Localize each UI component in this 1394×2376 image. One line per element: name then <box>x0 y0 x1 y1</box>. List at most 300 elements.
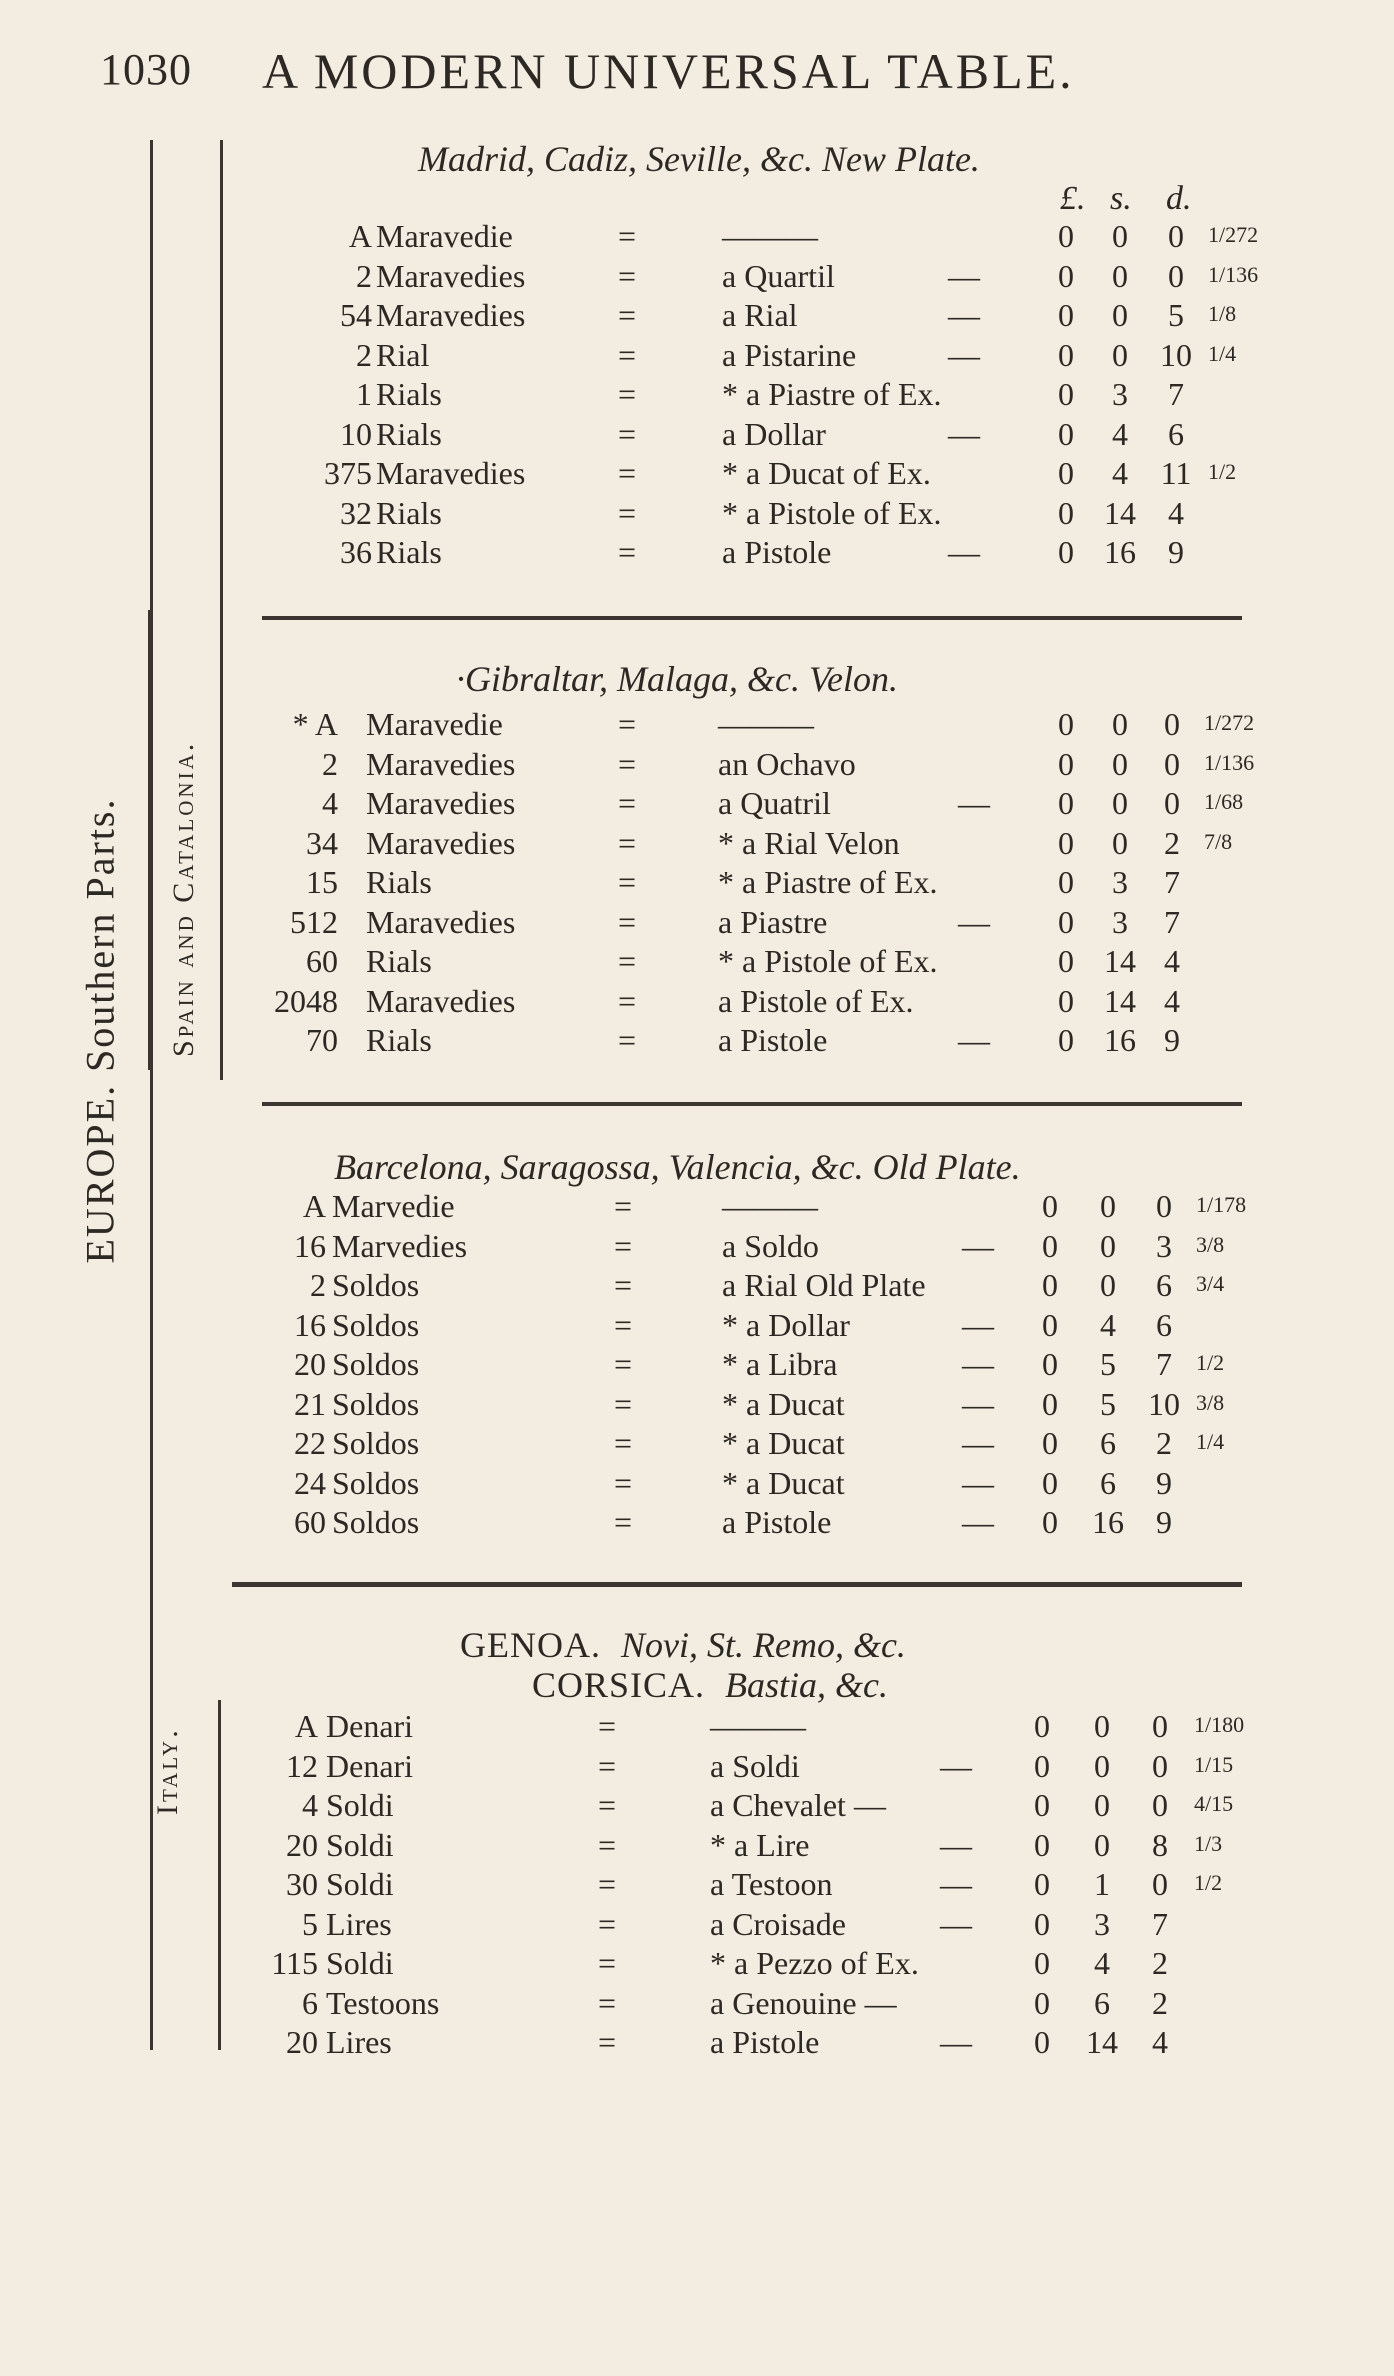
pence-value: 7 <box>1168 376 1184 412</box>
page-number: 1030 <box>100 45 192 94</box>
shillings-value: 0 <box>1112 785 1128 821</box>
pence-fraction: 1/272 <box>1208 222 1259 247</box>
quantity: 2 <box>356 257 372 294</box>
equals-sign: = <box>614 1227 633 1264</box>
pence-value: 0 <box>1168 218 1184 254</box>
table-row <box>0 1985 1394 2024</box>
pounds-value: 0 <box>1034 1984 1050 2021</box>
unit-name: Soldos <box>332 1504 420 1540</box>
quantity: 32 <box>340 494 372 531</box>
shillings-value: 4 <box>1112 455 1128 491</box>
shillings-value: 4 <box>1112 415 1128 452</box>
shillings-value: 0 <box>1112 218 1128 254</box>
shillings-value: 4 <box>1100 1306 1116 1343</box>
equivalent-coin: a Pistole of Ex. <box>718 982 914 1019</box>
leader-dash: — <box>948 415 980 452</box>
table-row <box>0 1188 1394 1227</box>
pence-fraction: 3/4 <box>1196 1271 1225 1296</box>
quantity: 5 <box>302 1905 318 1942</box>
table-row <box>0 1022 1394 1061</box>
table-row <box>0 455 1394 494</box>
quantity: 30 <box>286 1866 318 1902</box>
pence-value: 6 <box>1156 1267 1172 1303</box>
section-divider <box>262 1102 1242 1106</box>
equals-sign: = <box>614 1425 633 1461</box>
table-row <box>0 1708 1394 1747</box>
unit-name: Lires <box>326 2024 392 2060</box>
pence-value: 9 <box>1168 534 1184 570</box>
leader-dash: — <box>962 1425 994 1461</box>
pounds-value: 0 <box>1034 1708 1050 1744</box>
shillings-value: 0 <box>1100 1267 1116 1303</box>
shillings-value: 5 <box>1100 1385 1116 1422</box>
table-row <box>0 1866 1394 1905</box>
pence-value: 0 <box>1164 745 1180 782</box>
equals-sign: = <box>618 494 637 531</box>
pence-fraction: 1/2 <box>1194 1870 1223 1895</box>
pence-value: 4 <box>1168 494 1184 531</box>
quantity: A <box>348 218 372 254</box>
table-row <box>0 1346 1394 1385</box>
pence-fraction: 1/180 <box>1194 1712 1245 1737</box>
quantity: 6 <box>302 1984 318 2021</box>
equivalent-coin: * a Libra <box>722 1346 838 1382</box>
unit-name: Rials <box>376 415 442 452</box>
equals-sign: = <box>598 1866 617 1902</box>
pence-value: 9 <box>1156 1504 1172 1540</box>
pence-value: 8 <box>1152 1826 1168 1863</box>
quantity: 4 <box>322 785 338 821</box>
quantity: 60 <box>306 943 338 979</box>
pounds-value: 0 <box>1058 376 1074 412</box>
quantity: 15 <box>306 864 338 900</box>
section-divider <box>232 1582 1242 1587</box>
shillings-value: 14 <box>1104 982 1136 1019</box>
leader-dash: — <box>940 1826 972 1863</box>
pence-value: 2 <box>1156 1425 1172 1461</box>
equals-sign: = <box>598 1826 617 1863</box>
leader-dash: — <box>948 336 980 373</box>
equivalent-coin: * a Piastre of Ex. <box>718 864 938 900</box>
equivalent-coin: a Dollar <box>722 415 826 452</box>
pence-value: 7 <box>1164 903 1180 940</box>
shillings-value: 0 <box>1112 824 1128 861</box>
quantity: A <box>294 1708 318 1744</box>
table-row <box>0 1787 1394 1826</box>
unit-name: Maravedies <box>376 455 526 491</box>
shillings-value: 0 <box>1112 257 1128 294</box>
unit-name: Maravedies <box>366 824 516 861</box>
shillings-value: 14 <box>1104 943 1136 979</box>
pence-value: 4 <box>1164 982 1180 1019</box>
leader-dash: — <box>958 1022 990 1058</box>
pounds-value: 0 <box>1042 1385 1058 1422</box>
genoa-heading-places: Novi, St. Remo, &c. <box>620 1625 906 1665</box>
unit-name: Maravedie <box>376 218 513 254</box>
pounds-value: 0 <box>1058 257 1074 294</box>
shillings-value: 6 <box>1100 1464 1116 1501</box>
equivalent-coin: * a Rial Velon <box>718 824 900 861</box>
shillings-value: 3 <box>1112 903 1128 940</box>
spain-label: Spain and Catalonia. <box>167 740 200 1057</box>
pence-value: 11 <box>1160 455 1192 491</box>
pounds-value: 0 <box>1034 1905 1050 1942</box>
shillings-value: 3 <box>1112 376 1128 412</box>
pounds-value: 0 <box>1058 1022 1074 1058</box>
equals-sign: = <box>614 1346 633 1382</box>
shillings-value: 0 <box>1094 1787 1110 1823</box>
unit-name: Marvedie <box>332 1188 455 1224</box>
shillings-value: 14 <box>1086 2024 1118 2060</box>
shillings-value: 0 <box>1094 1826 1110 1863</box>
quantity: 20 <box>286 1826 318 1863</box>
quantity: 115 <box>271 1945 318 1981</box>
equivalent-coin: a Piastre <box>718 903 828 940</box>
table-row <box>0 1906 1394 1945</box>
pence-value: 10 <box>1160 336 1192 373</box>
table-row <box>0 706 1394 745</box>
equivalent-coin: an Ochavo <box>718 745 856 782</box>
leader-dash: — <box>940 1866 972 1902</box>
unit-name: Maravedies <box>366 982 516 1019</box>
equals-sign: = <box>614 1267 633 1303</box>
unit-name: Rials <box>366 943 432 979</box>
unit-name: Soldos <box>332 1267 420 1303</box>
shillings-value: 0 <box>1094 1747 1110 1784</box>
shillings-value: 16 <box>1104 1022 1136 1058</box>
unit-name: Denari <box>326 1708 414 1744</box>
quantity: A <box>302 1188 326 1224</box>
pence-value: 0 <box>1152 1747 1168 1784</box>
unit-name: Rials <box>366 1022 432 1058</box>
pounds-value: 0 <box>1058 903 1074 940</box>
shillings-value: 14 <box>1104 494 1136 531</box>
pence-fraction: 7/8 <box>1204 828 1233 854</box>
leader-dash: — <box>940 1905 972 1942</box>
pounds-value: 0 <box>1058 982 1074 1019</box>
table-row <box>0 337 1394 376</box>
unit-name: Rial <box>376 336 430 373</box>
quantity: 4 <box>302 1787 318 1823</box>
quantity: 375 <box>324 455 372 491</box>
equivalent-coin: * a Lire <box>710 1826 810 1863</box>
corsica-heading: CORSICA. <box>532 1665 706 1705</box>
shillings-value: 3 <box>1112 864 1128 900</box>
pounds-value: 0 <box>1042 1504 1058 1540</box>
equals-sign: = <box>598 1747 617 1784</box>
pence-value: 7 <box>1156 1346 1172 1382</box>
equals-sign: = <box>614 1504 633 1540</box>
equivalent-coin: * a Pistole of Ex. <box>722 494 942 531</box>
unit-name: Maravedies <box>366 903 516 940</box>
equals-sign: = <box>618 336 637 373</box>
shillings-value: 0 <box>1112 336 1128 373</box>
leader-dash: — <box>948 257 980 294</box>
unit-name: Testoons <box>326 1984 440 2021</box>
pounds-value: 0 <box>1058 943 1074 979</box>
equivalent-coin: a Genouine — <box>710 1984 897 2021</box>
unit-name: Maravedies <box>366 785 516 821</box>
equivalent-coin: a Pistole <box>718 1022 828 1058</box>
pounds-value: 0 <box>1042 1306 1058 1343</box>
pence-fraction: 4/15 <box>1194 1791 1234 1816</box>
shillings-value: 0 <box>1100 1227 1116 1264</box>
unit-name: Marvedies <box>332 1227 468 1264</box>
pence-value: 0 <box>1164 706 1180 742</box>
shillings-value: 6 <box>1100 1425 1116 1461</box>
italy-label: Italy. <box>151 1727 184 1815</box>
unit-name: Rials <box>376 376 442 412</box>
pounds-header: £. <box>1060 180 1086 217</box>
equivalent-coin: a Soldo <box>722 1227 819 1264</box>
pounds-value: 0 <box>1058 824 1074 861</box>
table-row <box>0 416 1394 455</box>
pounds-value: 0 <box>1058 415 1074 452</box>
pence-fraction: 1/15 <box>1194 1751 1234 1777</box>
shillings-value: 0 <box>1094 1708 1110 1744</box>
section-heading: Barcelona, Saragossa, Valencia, &c. Old Plate. <box>334 1147 1021 1187</box>
unit-name: Lires <box>326 1905 392 1942</box>
pounds-value: 0 <box>1034 1826 1050 1863</box>
quantity: 10 <box>340 415 372 452</box>
quantity: 16 <box>294 1227 326 1264</box>
equals-sign: = <box>618 297 637 333</box>
pence-value: 4 <box>1152 2024 1168 2060</box>
pence-fraction: 1/136 <box>1208 261 1259 287</box>
pounds-value: 0 <box>1058 218 1074 254</box>
quantity: 34 <box>306 824 338 861</box>
pence-value: 0 <box>1156 1188 1172 1224</box>
table-row <box>0 983 1394 1022</box>
pounds-value: 0 <box>1058 785 1074 821</box>
unit-name: Maravedies <box>366 745 516 782</box>
pence-value: 9 <box>1164 1022 1180 1058</box>
pounds-value: 0 <box>1034 1747 1050 1784</box>
unit-name: Soldi <box>326 1866 394 1902</box>
table-row <box>0 864 1394 903</box>
table-row <box>0 746 1394 785</box>
corsica-heading-places: Bastia, &c. <box>725 1665 889 1705</box>
equivalent-coin: * a Ducat of Ex. <box>722 455 931 491</box>
equivalent-coin: ——— <box>722 1188 818 1224</box>
equals-sign: = <box>598 1984 617 2021</box>
leader-dash: — <box>962 1306 994 1343</box>
pence-header: d. <box>1166 180 1192 217</box>
quantity: 54 <box>340 297 372 333</box>
equals-sign: = <box>618 376 637 412</box>
pence-value: 3 <box>1156 1227 1172 1264</box>
quantity: 22 <box>294 1425 326 1461</box>
pence-fraction: 1/2 <box>1196 1350 1225 1375</box>
leader-dash: — <box>962 1346 994 1382</box>
pounds-value: 0 <box>1042 1267 1058 1303</box>
equivalent-coin: a Soldi <box>710 1747 800 1784</box>
table-row <box>0 376 1394 415</box>
leader-dash: — <box>958 785 990 821</box>
table-row <box>0 258 1394 297</box>
pounds-value: 0 <box>1058 706 1074 742</box>
pounds-value: 0 <box>1042 1464 1058 1501</box>
pence-value: 0 <box>1168 257 1184 294</box>
leader-dash: — <box>958 903 990 940</box>
equivalent-coin: ——— <box>718 706 814 742</box>
equivalent-coin: ——— <box>710 1708 806 1744</box>
page-title: A MODERN UNIVERSAL TABLE. <box>262 43 1075 99</box>
pence-value: 10 <box>1148 1385 1180 1422</box>
leader-dash: — <box>962 1227 994 1264</box>
pence-fraction: 1/272 <box>1204 710 1255 735</box>
pounds-value: 0 <box>1058 534 1074 570</box>
quantity: * A <box>292 706 338 742</box>
equals-sign: = <box>598 1708 617 1744</box>
pounds-value: 0 <box>1034 2024 1050 2060</box>
pence-value: 0 <box>1164 785 1180 821</box>
table-row <box>0 1748 1394 1787</box>
equals-sign: = <box>618 415 637 452</box>
unit-name: Maravedies <box>376 297 526 333</box>
section-heading-genoa <box>460 1624 906 1666</box>
pounds-value: 0 <box>1042 1227 1058 1264</box>
equals-sign: = <box>618 1022 637 1058</box>
quantity: 2 <box>356 336 372 373</box>
equivalent-coin: ——— <box>722 218 818 254</box>
section-heading: Madrid, Cadiz, Seville, &c. New Plate. <box>418 139 980 179</box>
table-row <box>0 1465 1394 1504</box>
equivalent-coin: a Pistarine <box>722 336 857 373</box>
shillings-value: 0 <box>1112 745 1128 782</box>
pence-value: 0 <box>1152 1866 1168 1902</box>
table-row <box>0 1504 1394 1543</box>
table-row <box>0 785 1394 824</box>
quantity: 2 <box>322 745 338 782</box>
equals-sign: = <box>618 824 637 861</box>
equals-sign: = <box>618 943 637 979</box>
shillings-value: 16 <box>1092 1504 1124 1540</box>
equals-sign: = <box>618 903 637 940</box>
unit-name: Soldos <box>332 1385 420 1422</box>
equals-sign: = <box>614 1188 633 1224</box>
unit-name: Soldi <box>326 1826 394 1863</box>
pounds-value: 0 <box>1042 1425 1058 1461</box>
equivalent-coin: a Pistole <box>710 2024 820 2060</box>
shillings-value: 0 <box>1112 706 1128 742</box>
section-heading-corsica <box>532 1664 888 1706</box>
table-row <box>0 1307 1394 1346</box>
equivalent-coin: a Quatril <box>718 785 831 821</box>
table-row <box>0 218 1394 257</box>
table-row <box>0 1425 1394 1464</box>
equivalent-coin: * a Pezzo of Ex. <box>710 1945 919 1981</box>
quantity: 1 <box>356 376 372 412</box>
pounds-value: 0 <box>1034 1866 1050 1902</box>
leader-dash: — <box>940 2024 972 2060</box>
pounds-value: 0 <box>1058 455 1074 491</box>
leader-dash: — <box>940 1747 972 1784</box>
table-row <box>0 297 1394 336</box>
pounds-value: 0 <box>1058 864 1074 900</box>
pence-fraction: 1/68 <box>1204 789 1244 814</box>
equivalent-coin: a Croisade <box>710 1905 846 1942</box>
pounds-value: 0 <box>1058 494 1074 531</box>
pence-fraction: 1/3 <box>1194 1830 1223 1856</box>
unit-name: Soldos <box>332 1306 420 1343</box>
equivalent-coin: a Pistole <box>722 1504 832 1540</box>
leader-dash: — <box>962 1464 994 1501</box>
equivalent-coin: a Rial <box>722 297 798 333</box>
unit-name: Denari <box>326 1747 414 1784</box>
quantity: 20 <box>286 2024 318 2060</box>
pence-fraction: 3/8 <box>1196 1231 1225 1257</box>
equivalent-coin: a Pistole <box>722 534 832 570</box>
pounds-value: 0 <box>1058 336 1074 373</box>
quantity: 12 <box>286 1747 318 1784</box>
shillings-value: 0 <box>1100 1188 1116 1224</box>
pounds-value: 0 <box>1042 1188 1058 1224</box>
equals-sign: = <box>614 1306 633 1343</box>
unit-name: Maravedie <box>366 706 503 742</box>
unit-name: Maravedies <box>376 257 526 294</box>
equals-sign: = <box>598 2024 617 2060</box>
shillings-value: 0 <box>1112 297 1128 333</box>
pence-value: 2 <box>1164 824 1180 861</box>
table-row <box>0 1228 1394 1267</box>
pence-value: 0 <box>1152 1787 1168 1823</box>
equivalent-coin: * a Pistole of Ex. <box>718 943 938 979</box>
table-row <box>0 1827 1394 1866</box>
table-row <box>0 495 1394 534</box>
pounds-value: 0 <box>1058 745 1074 782</box>
shillings-value: 4 <box>1094 1945 1110 1981</box>
equivalent-coin: * a Ducat <box>722 1385 845 1422</box>
equivalent-coin: * a Piastre of Ex. <box>722 376 942 412</box>
leader-dash: — <box>948 534 980 570</box>
quantity: 60 <box>294 1504 326 1540</box>
pence-value: 0 <box>1152 1708 1168 1744</box>
pence-fraction: 1/136 <box>1204 749 1255 775</box>
quantity: 2 <box>310 1267 326 1303</box>
quantity: 2048 <box>274 982 338 1019</box>
region-label: EUROPE. Southern Parts. <box>77 797 123 1264</box>
equivalent-coin: a Testoon <box>710 1866 833 1902</box>
pence-fraction: 1/4 <box>1196 1429 1225 1454</box>
genoa-heading: GENOA. <box>460 1625 601 1665</box>
table-row <box>0 904 1394 943</box>
pence-value: 7 <box>1164 864 1180 900</box>
unit-name: Soldos <box>332 1346 420 1382</box>
quantity: 16 <box>294 1306 326 1343</box>
unit-name: Rials <box>366 864 432 900</box>
pence-value: 5 <box>1168 297 1184 333</box>
equivalent-coin: a Quartil <box>722 257 835 294</box>
equals-sign: = <box>598 1905 617 1942</box>
equals-sign: = <box>598 1945 617 1981</box>
equals-sign: = <box>614 1464 633 1501</box>
pence-value: 9 <box>1156 1464 1172 1501</box>
section-divider <box>262 616 1242 620</box>
unit-name: Soldi <box>326 1787 394 1823</box>
pence-value: 7 <box>1152 1905 1168 1942</box>
quantity: 70 <box>306 1022 338 1058</box>
leader-dash: — <box>962 1385 994 1422</box>
table-row <box>0 2024 1394 2063</box>
unit-name: Soldi <box>326 1945 394 1981</box>
equals-sign: = <box>618 864 637 900</box>
equivalent-coin: * a Ducat <box>722 1464 845 1501</box>
pence-fraction: 1/2 <box>1208 459 1237 484</box>
section-heading: ·Gibraltar, Malaga, &c. Velon. <box>456 659 898 699</box>
equals-sign: = <box>618 455 637 491</box>
quantity: 24 <box>294 1464 326 1501</box>
